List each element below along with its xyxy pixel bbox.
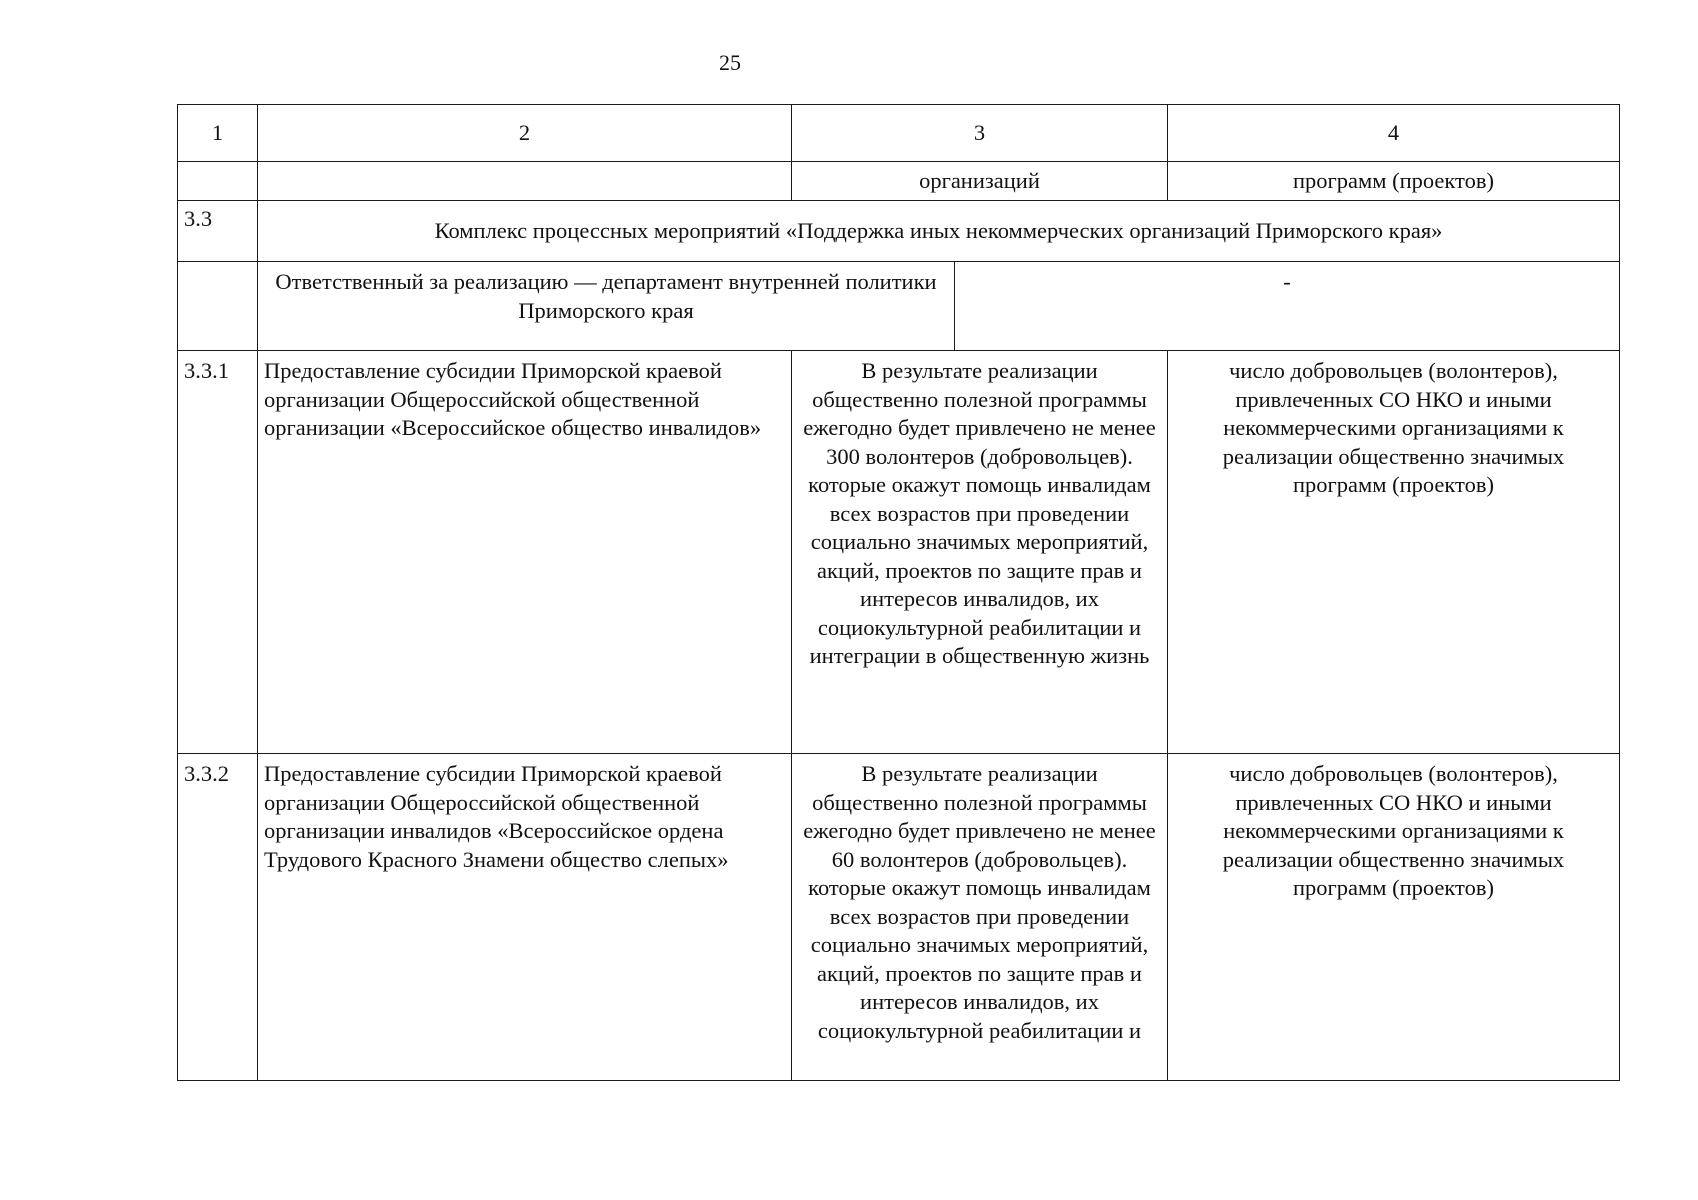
responsible-value: -	[1283, 269, 1291, 294]
table-row	[178, 754, 1620, 1081]
row-indicator: число добровольцев (волонтеров), привлеченных СО НКО и иными некоммерческими организациями к реализации общественно значимых программ (проектов)	[1168, 351, 1620, 754]
row-number: 3.3.2	[178, 754, 258, 1081]
continuation-row	[178, 162, 1620, 201]
responsible-number-cell	[178, 262, 258, 351]
section-title: Комплекс процессных мероприятий «Поддержка иных некоммерческих организаций Приморского края»	[258, 201, 1620, 262]
table-row	[178, 351, 1620, 754]
header-col-3: 3	[792, 105, 1168, 162]
responsible-cell	[258, 262, 1620, 351]
program-table	[177, 104, 1620, 1081]
continuation-cell-2	[258, 162, 792, 201]
header-col-2: 2	[258, 105, 792, 162]
row-task: Предоставление субсидии Приморской краевой организации Общероссийской общественной организации «Всероссийское общество инвалидов»	[258, 351, 792, 754]
continuation-cell-1	[178, 162, 258, 201]
continuation-col-4: программ (проектов)	[1168, 162, 1620, 201]
row-result: В результате реализации общественно полезной программы ежегодно будет привлечено не менее 300 волонтеров (добровольцев). которые окажут помощь инвалидам всех возрастов при проведении социально значимых мероприятий, акций, проектов по защите прав и интересов инвалидов, их социокультурной реабилитации и интеграции в общественную жизнь	[792, 351, 1168, 754]
column-number-row	[178, 105, 1620, 162]
section-number: 3.3	[178, 201, 258, 262]
row-result: В результате реализации общественно полезной программы ежегодно будет привлечено не менее 60 волонтеров (добровольцев). которые окажут помощь инвалидам всех возрастов при проведении социально значимых мероприятий, акций, проектов по защите прав и интересов инвалидов, их социокультурной реабилитации и	[792, 754, 1168, 1081]
header-col-4: 4	[1168, 105, 1620, 162]
row-task: Предоставление субсидии Приморской краевой организации Общероссийской общественной организации инвалидов «Всероссийское ордена Трудового Красного Знамени общество слепых»	[258, 754, 792, 1081]
responsible-row	[178, 262, 1620, 351]
responsible-label: Ответственный за реализацию — департамент внутренней политики Приморского края	[258, 262, 955, 350]
page-number: 25	[719, 50, 741, 75]
continuation-col-3: организаций	[792, 162, 1168, 201]
section-row	[178, 201, 1620, 262]
row-number: 3.3.1	[178, 351, 258, 754]
row-indicator: число добровольцев (волонтеров), привлеченных СО НКО и иными некоммерческими организациями к реализации общественно значимых программ (проектов)	[1168, 754, 1620, 1081]
header-col-1: 1	[178, 105, 258, 162]
